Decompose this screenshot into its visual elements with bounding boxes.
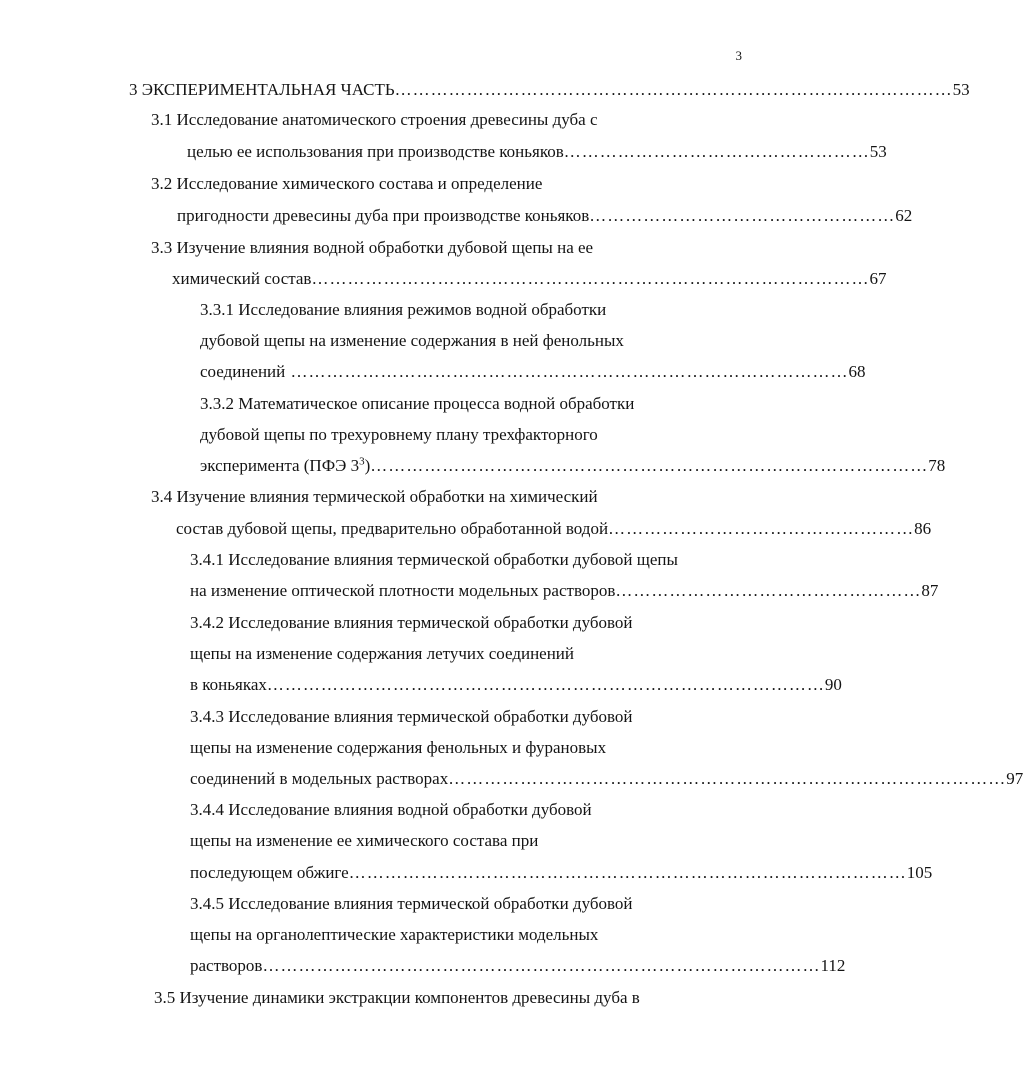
toc-entry-3-4-3[interactable]	[190, 768, 1023, 790]
toc-entry-3-2-line1[interactable]: 3.2 Исследование химического состава и определение	[151, 174, 543, 193]
toc-entry-3-3-1-page: 68	[848, 362, 866, 381]
toc-entry-3-4-2-line1[interactable]: 3.4.2 Исследование влияния термической обработки дубовой	[190, 613, 633, 632]
toc-entry-3-3-2-line3	[200, 455, 370, 477]
toc-entry-3-3-line2: химический состав	[172, 269, 312, 288]
toc-entry-3-3-2-line3-pre: эксперимента (ПФЭ 3	[200, 456, 360, 475]
toc-entry-3-4-4-page: 105	[906, 863, 933, 882]
toc-leader: …………………………………………………………………………………	[448, 769, 1007, 788]
toc-leader: …………………………………………………………………………………	[311, 269, 870, 288]
toc-leader: ……………………………………………	[589, 206, 896, 225]
toc-entry-3-3-1-line1[interactable]: 3.3.1 Исследование влияния режимов водной обработки	[200, 300, 607, 319]
toc-entry-3-4-1-page: 87	[921, 581, 939, 600]
toc-entry-3-3-2-line3-post: )	[364, 456, 371, 475]
toc-leader: …………………………………………………………………………………	[285, 362, 849, 381]
toc-entry-3-4-2-line3: в коньяках	[190, 675, 267, 694]
toc-entry-3-2-line2: пригодности древесины дуба при производстве коньяков	[177, 206, 590, 225]
toc-entry-3-4-3-line1[interactable]: 3.4.3 Исследование влияния термической обработки дубовой	[190, 707, 633, 726]
toc-entry-3-4-4-line1[interactable]: 3.4.4 Исследование влияния водной обработки дубовой	[190, 800, 592, 819]
toc-leader: …………………………………………………………………………………	[266, 675, 825, 694]
toc-leader: ……………………………………………	[608, 519, 915, 538]
toc-entry-3-1-line1[interactable]: 3.1 Исследование анатомического строения древесины дуба с	[151, 110, 598, 129]
page-number: 3	[735, 48, 742, 63]
toc-entry-3-3-2-superscript: 3	[359, 455, 365, 468]
toc-entry-3-4-3-page: 97	[1006, 769, 1023, 788]
toc-entry-3-1[interactable]	[187, 141, 887, 163]
toc-entry-3-4-2-page: 90	[824, 675, 842, 694]
toc-entry-3-2-page: 62	[895, 206, 913, 225]
toc-entry-3-4-4-line2: щепы на изменение ее химического состава при	[190, 831, 539, 850]
toc-entry-3-4-1-line1[interactable]: 3.4.1 Исследование влияния термической обработки дубовой щепы	[190, 550, 678, 569]
toc-entry-3-4-page: 86	[914, 519, 932, 538]
toc-entry-3-4-3-line2: щепы на изменение содержания фенольных и фурановых	[190, 738, 607, 757]
toc-entry-3-4-1-line2: на изменение оптической плотности модельных растворов	[190, 581, 616, 600]
toc-leader: …………………………………………………………………………………	[348, 863, 907, 882]
toc-entry-3-2[interactable]	[177, 205, 913, 227]
toc-entry-3-1-page: 53	[869, 142, 887, 161]
toc-entry-3-3-page: 67	[869, 269, 887, 288]
toc-entry-3-3-line1[interactable]: 3.3 Изучение влияния водной обработки дубовой щепы на ее	[151, 238, 594, 257]
toc-leader: …………………………………………………………………………………	[394, 80, 953, 99]
toc-entry-3-4-5-page: 112	[820, 956, 846, 975]
toc-entry-3-4-3-line3: соединений в модельных растворах	[190, 769, 449, 788]
toc-entry-3-4-5-line2: щепы на органолептические характеристики модельных	[190, 925, 599, 944]
toc-entry-3-3-2-line2: дубовой щепы по трехуровнему плану трехфакторного	[200, 425, 598, 444]
toc-entry-3-3-2[interactable]	[200, 455, 946, 477]
toc-entry-3-4-4[interactable]	[190, 862, 933, 884]
toc-leader: …………………………………………………………………………………	[262, 956, 821, 975]
toc-entry-3-4-5-line1[interactable]: 3.4.5 Исследование влияния термической обработки дубовой	[190, 894, 633, 913]
toc-entry-3-4-1[interactable]	[190, 580, 939, 602]
toc-entry-3-4-line2: состав дубовой щепы, предварительно обработанной водой	[176, 519, 609, 538]
toc-entry-3-4-2-line2: щепы на изменение содержания летучих соединений	[190, 644, 575, 663]
toc-leader: ……………………………………………	[563, 142, 870, 161]
toc-entry-3[interactable]	[129, 79, 970, 101]
toc-entry-3-4-4-line3: последующем обжиге	[190, 863, 349, 882]
toc-entry-3-4-line1[interactable]: 3.4 Изучение влияния термической обработки на химический	[151, 487, 598, 506]
toc-entry-3-4-5-line3: растворов	[190, 956, 263, 975]
toc-entry-3-3-1[interactable]	[200, 361, 866, 383]
toc-entry-3-4-2[interactable]	[190, 674, 842, 696]
toc-leader: …………………………………………………………………………………	[370, 456, 929, 475]
toc-entry-3-3-2-line1[interactable]: 3.3.2 Математическое описание процесса водной обработки	[200, 394, 635, 413]
toc-entry-3-4-5[interactable]	[190, 955, 846, 977]
toc-leader: ……………………………………………	[615, 581, 922, 600]
toc-entry-3-page: 53	[952, 80, 970, 99]
toc-entry-3-5-line1[interactable]: 3.5 Изучение динамики экстракции компонентов древесины дуба в	[154, 988, 640, 1007]
toc-entry-3-title: 3 ЭКСПЕРИМЕНТАЛЬНАЯ ЧАСТЬ	[129, 80, 395, 99]
toc-entry-3-4[interactable]	[176, 518, 932, 540]
toc-entry-3-3-1-line2: дубовой щепы на изменение содержания в ней фенольных	[200, 331, 624, 350]
toc-entry-3-3-2-page: 78	[928, 456, 946, 475]
toc-entry-3-3-1-line3: соединений	[200, 362, 286, 381]
toc-entry-3-3[interactable]	[172, 268, 887, 290]
toc-entry-3-1-line2: целью ее использования при производстве коньяков	[187, 142, 564, 161]
